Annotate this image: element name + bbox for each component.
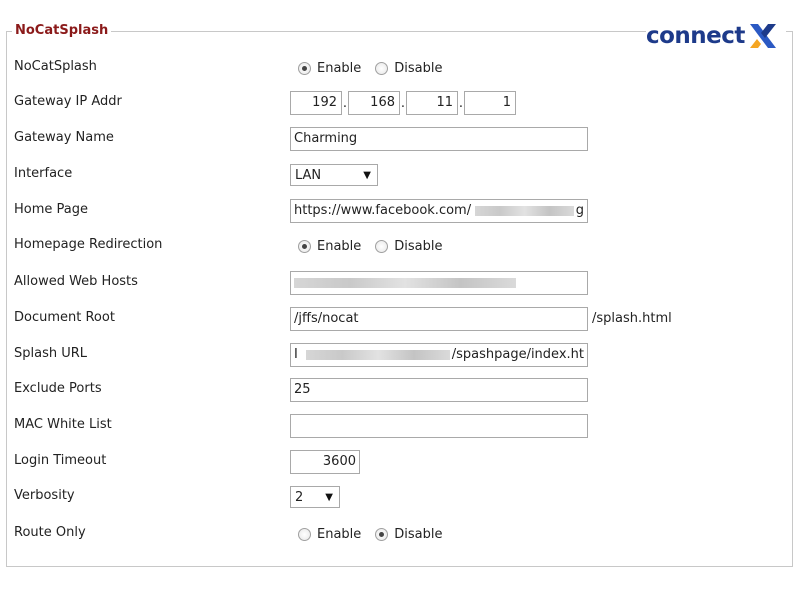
section-title: NoCatSplash (12, 23, 111, 38)
row-gateway-name (0, 124, 800, 154)
label-login-timeout: Login Timeout (14, 453, 107, 468)
document-root-suffix: /splash.html (592, 311, 672, 326)
gateway-name-input[interactable]: Charming (290, 127, 588, 151)
verbosity-select[interactable] (290, 486, 340, 508)
allowed-web-hosts-input[interactable] (290, 271, 588, 295)
document-root-input[interactable]: /jffs/nocat (290, 307, 588, 331)
route-only-enable-radio[interactable] (298, 528, 311, 541)
row-login-timeout (0, 447, 800, 477)
redirection-enable-label: Enable (317, 238, 362, 254)
row-verbosity (0, 482, 800, 512)
brand-name: connect (646, 23, 745, 49)
route-only-disable-radio[interactable] (375, 528, 388, 541)
row-gateway-ip (0, 88, 800, 118)
splash-url-input[interactable] (290, 343, 588, 367)
redacted-text (475, 206, 574, 216)
label-allowed-web-hosts: Allowed Web Hosts (14, 274, 138, 289)
splash-url-value: /spashpage/index.ht (451, 347, 584, 362)
row-homepage-redirection (0, 231, 800, 261)
verbosity-selected-value: 2 (295, 489, 304, 505)
label-gateway-ip: Gateway IP Addr (14, 94, 122, 109)
home-page-tail: g (575, 203, 584, 218)
label-exclude-ports: Exclude Ports (14, 381, 102, 396)
row-mac-white-list (0, 411, 800, 441)
nocatsplash-disable-label: Disable (394, 60, 443, 76)
row-allowed-web-hosts (0, 268, 800, 298)
row-splash-url (0, 340, 800, 370)
row-home-page (0, 196, 800, 226)
interface-select[interactable] (290, 164, 378, 186)
row-interface (0, 160, 800, 190)
label-home-page: Home Page (14, 202, 88, 217)
interface-selected-value: LAN (295, 167, 322, 183)
splash-url-prefix: I (294, 347, 298, 362)
home-page-input[interactable] (290, 199, 588, 223)
row-route-only (0, 519, 800, 549)
row-exclude-ports (0, 375, 800, 405)
label-gateway-name: Gateway Name (14, 130, 114, 145)
mac-white-list-input[interactable] (290, 414, 588, 438)
label-nocatsplash: NoCatSplash (14, 59, 97, 74)
label-splash-url: Splash URL (14, 346, 88, 361)
exclude-ports-input[interactable]: 25 (290, 378, 588, 402)
home-page-value: https://www.facebook.com/ (294, 203, 472, 218)
gateway-ip-octet-2[interactable]: 168 (348, 91, 400, 115)
route-only-enable-label: Enable (317, 526, 362, 542)
login-timeout-input[interactable]: 3600 (290, 450, 360, 474)
nocatsplash-disable-radio[interactable] (375, 62, 388, 75)
redirection-disable-label: Disable (394, 238, 443, 254)
label-verbosity: Verbosity (14, 488, 75, 503)
gateway-ip-octet-3[interactable]: 11 (406, 91, 458, 115)
ip-separator: . (458, 95, 464, 111)
row-nocatsplash (0, 53, 800, 83)
brand-logo (646, 19, 786, 53)
nocatsplash-enable-label: Enable (317, 60, 362, 76)
gateway-ip-octet-1[interactable]: 192 (290, 91, 342, 115)
label-homepage-redirection: Homepage Redirection (14, 237, 163, 252)
label-mac-white-list: MAC White List (14, 417, 112, 432)
label-route-only: Route Only (14, 525, 86, 540)
chevron-down-icon: ▼ (363, 169, 371, 181)
brand-x-icon (748, 21, 778, 51)
row-document-root (0, 304, 800, 334)
ip-separator: . (400, 95, 406, 111)
gateway-ip-octet-4[interactable]: 1 (464, 91, 516, 115)
redacted-text (294, 278, 516, 288)
label-interface: Interface (14, 166, 73, 181)
label-document-root: Document Root (14, 310, 115, 325)
chevron-down-icon: ▼ (325, 491, 333, 503)
nocatsplash-enable-radio[interactable] (298, 62, 311, 75)
ip-separator: . (342, 95, 348, 111)
redacted-text (306, 350, 450, 360)
redirection-disable-radio[interactable] (375, 240, 388, 253)
route-only-disable-label: Disable (394, 526, 443, 542)
redirection-enable-radio[interactable] (298, 240, 311, 253)
